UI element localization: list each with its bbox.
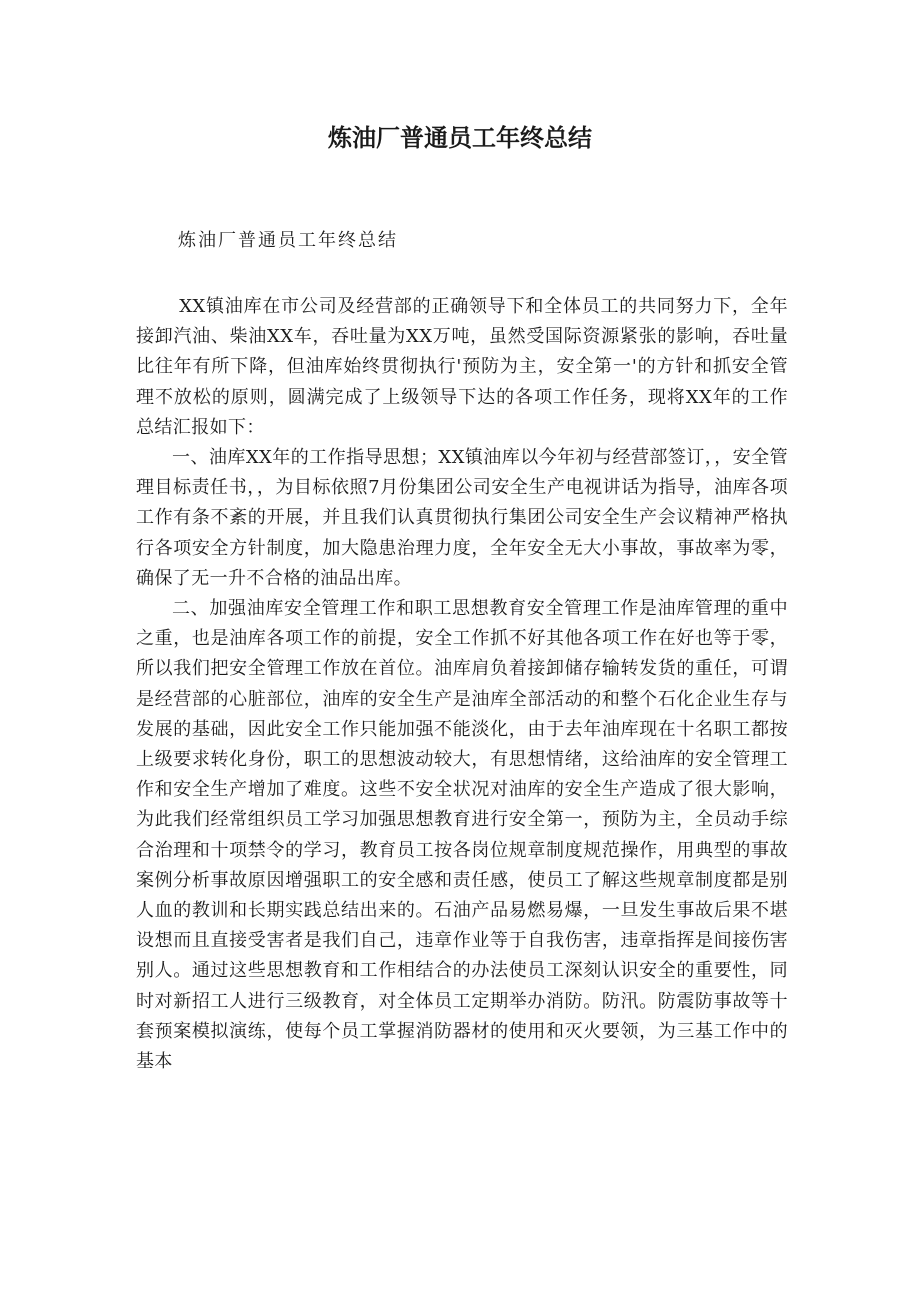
paragraph-intro: XX镇油库在市公司及经营部的正确领导下和全体员工的共同努力下，全年接卸汽油、柴油XX车，吞吐量为XX万吨，虽然受国际资源紧张的影响，吞吐量比往年有所下降，但油库始终贯彻执行'预防为主，安全第一'的方针和抓安全管理不放松的原则，圆满完成了上级领导下达的各项工作任务，现将XX年的工作总结汇报如下： [136,296,788,438]
paragraph-section-2: 二、加强油库安全管理工作和职工思想教育安全管理工作是油库管理的重中之重，也是油库各项工作的前提，安全工作抓不好其他各项工作在好也等于零，所以我们把安全管理工作放在首位。油库肩负着接卸储存输转发货的重任，可谓是经营部的心脏部位，油库的安全生产是油库全部活动的和整个石化企业生存与发展的基础，因此安全工作只能加强不能淡化，由于去年油库现在十名职工都按上级要求转化身份，职工的思想波动较大，有思想情绪，这给油库的安全管理工作和安全生产增加了难度。这些不安全状况对油库的安全生产造成了很大影响，为此我们经常组织员工学习加强思想教育进行安全第一，预防为主，全员动手综合治理和十项禁令的学习，教育员工按各岗位规章制度规范操作，用典型的事故案例分析事故原因增强职工的安全感和责任感，使员工了解这些规章制度都是别人血的教训和长期实践总结出来的。石油产品易燃易爆，一旦发生事故后果不堪设想而且直接受害者是我们自己，违章作业等于自我伤害，违章指挥是间接伤害别人。通过这些思想教育和工作相结合的办法使员工深刻认识安全的重要性，同时对新招工人进行三级教育，对全体员工定期举办消防。防汛。防震防事故等十套预案模拟演练，使每个员工掌握消防器材的使用和灭火要领，为三基工作中的基本 [136,598,788,1073]
document-body [136,292,788,1077]
paragraph-section-1: 一、油库XX年的工作指导思想；XX镇油库以今年初与经营部签订，，安全管理目标责任书，，为目标依照7月份集团公司安全生产电视讲话为指导，油库各项工作有条不紊的开展，并且我们认真贯彻执行集团公司安全生产会议精神严格执行各项安全方针制度，加大隐患治理力度，全年安全无大小事故，事故率为零，确保了无一升不合格的油品出库。 [136,447,788,589]
document-title: 炼油厂普通员工年终总结 [328,124,592,152]
document-subtitle: 炼油厂普通员工年终总结 [178,230,398,251]
